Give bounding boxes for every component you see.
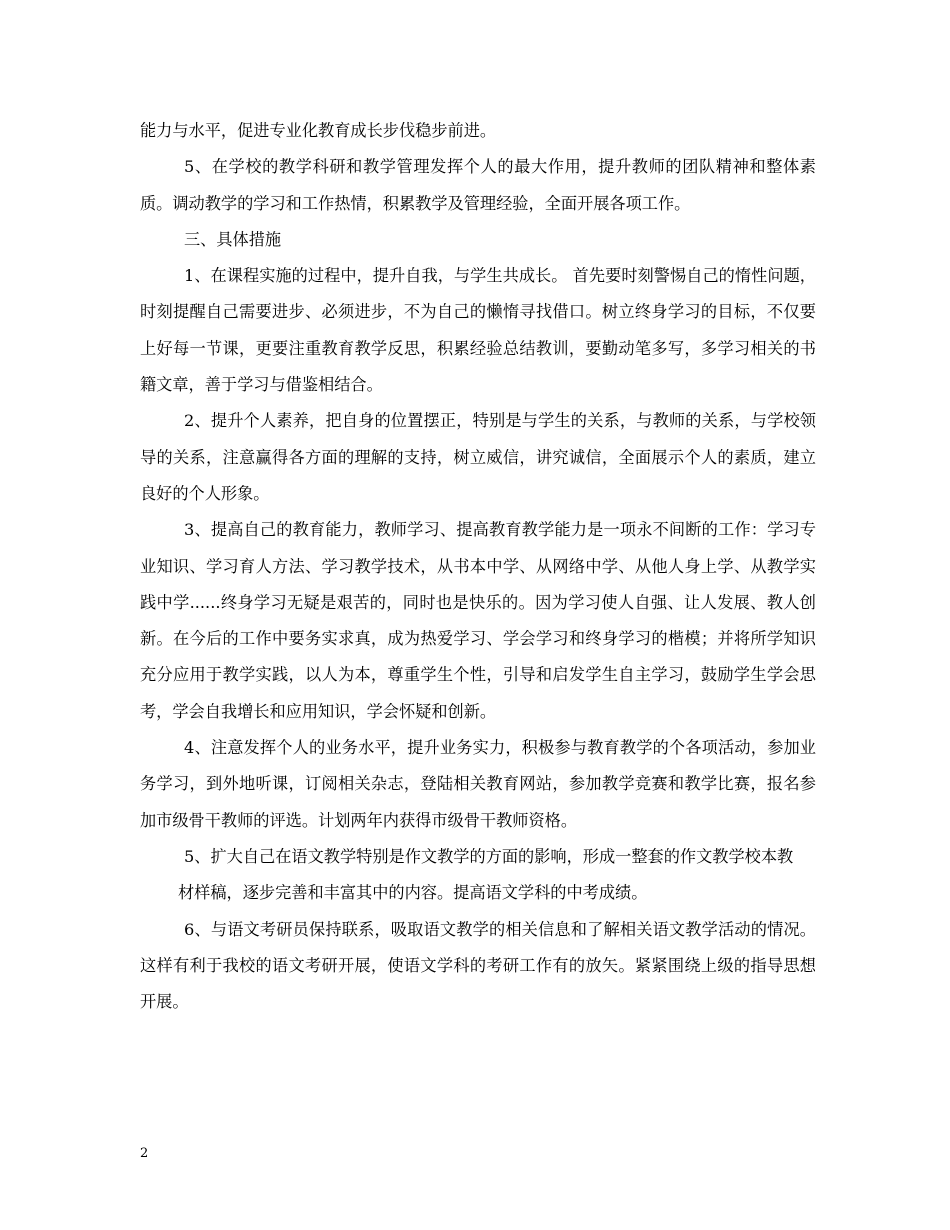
paragraph-3: 1、在课程实施的过程中，提升自我，与学生共成长。 首先要时刻警惕自己的惰性问题，时刻提醒自己需要进步、必须进步，不为自己的懒惰寻找借口。树立终身学习的目标，不仅要上好每一节课，更要注重教育教学反思，积累经验总结教训，要勤动笔多写，多学习相关的书籍文章，善于学习与借鉴相结合。 xyxy=(140,266,816,395)
page-number: 2 xyxy=(140,1146,149,1161)
paragraph-5: 3、提高自己的教育能力，教师学习、提高教育教学能力是一项永不间断的工作：学习专业知识、学习育人方法、学习教学技术，从书本中学、从网络中学、从他人身上学、从教学实践中学......终身学习无疑是艰苦的，同时也是快乐的。因为学习使人自强、让人发展、教人创新。在今后的工作中要务实求真，成为热爱学习、学会学习和终身学习的楷模；并将所学知识充分应用于教学实践，以人为本，尊重学生个性，引导和启发学生自主学习，鼓励学生学会思考，学会自我增长和应用知识，学会怀疑和创新。 xyxy=(140,520,816,721)
paragraph-8: 材样稿，逐步完善和丰富其中的内容。提高语文学科的中考成绩。 xyxy=(178,883,648,903)
paragraph-7: 5、扩大自己在语文教学特别是作文教学的方面的影响，形成一整套的作文教学校本教 xyxy=(184,846,794,866)
paragraph-4: 2、提升个人素养，把自身的位置摆正，特别是与学生的关系，与教师的关系，与学校领导的关系，注意赢得各方面的理解的支持，树立威信，讲究诚信，全面展示个人的素质，建立良好的个人形象。 xyxy=(140,411,816,503)
paragraph-1: 能力与水平，促进专业化教育成长步伐稳步前进。 xyxy=(140,121,497,140)
paragraph-6: 4、注意发挥个人的业务水平，提升业务实力，积极参与教育教学的个各项活动，参加业务学习，到外地听课，订阅相关杂志，登陆相关教育网站，参加教学竞赛和教学比赛，报名参加市级骨干教师的评选。计划两年内获得市级骨干教师资格。 xyxy=(140,738,816,830)
paragraph-9: 6、与语文考研员保持联系，吸取语文教学的相关信息和了解相关语文教学活动的情况。这样有利于我校的语文考研开展，使语文学科的考研工作有的放矢。紧紧围绕上级的指导思想开展。 xyxy=(140,919,816,1012)
document-body xyxy=(140,113,816,1020)
section-heading: 三、具体措施 xyxy=(184,229,282,249)
paragraph-2: 5、在学校的教学科研和教学管理发挥个人的最大作用，提升教师的团队精神和整体素质。调动教学的学习和工作热情，积累教学及管理经验，全面开展各项工作。 xyxy=(140,157,816,213)
